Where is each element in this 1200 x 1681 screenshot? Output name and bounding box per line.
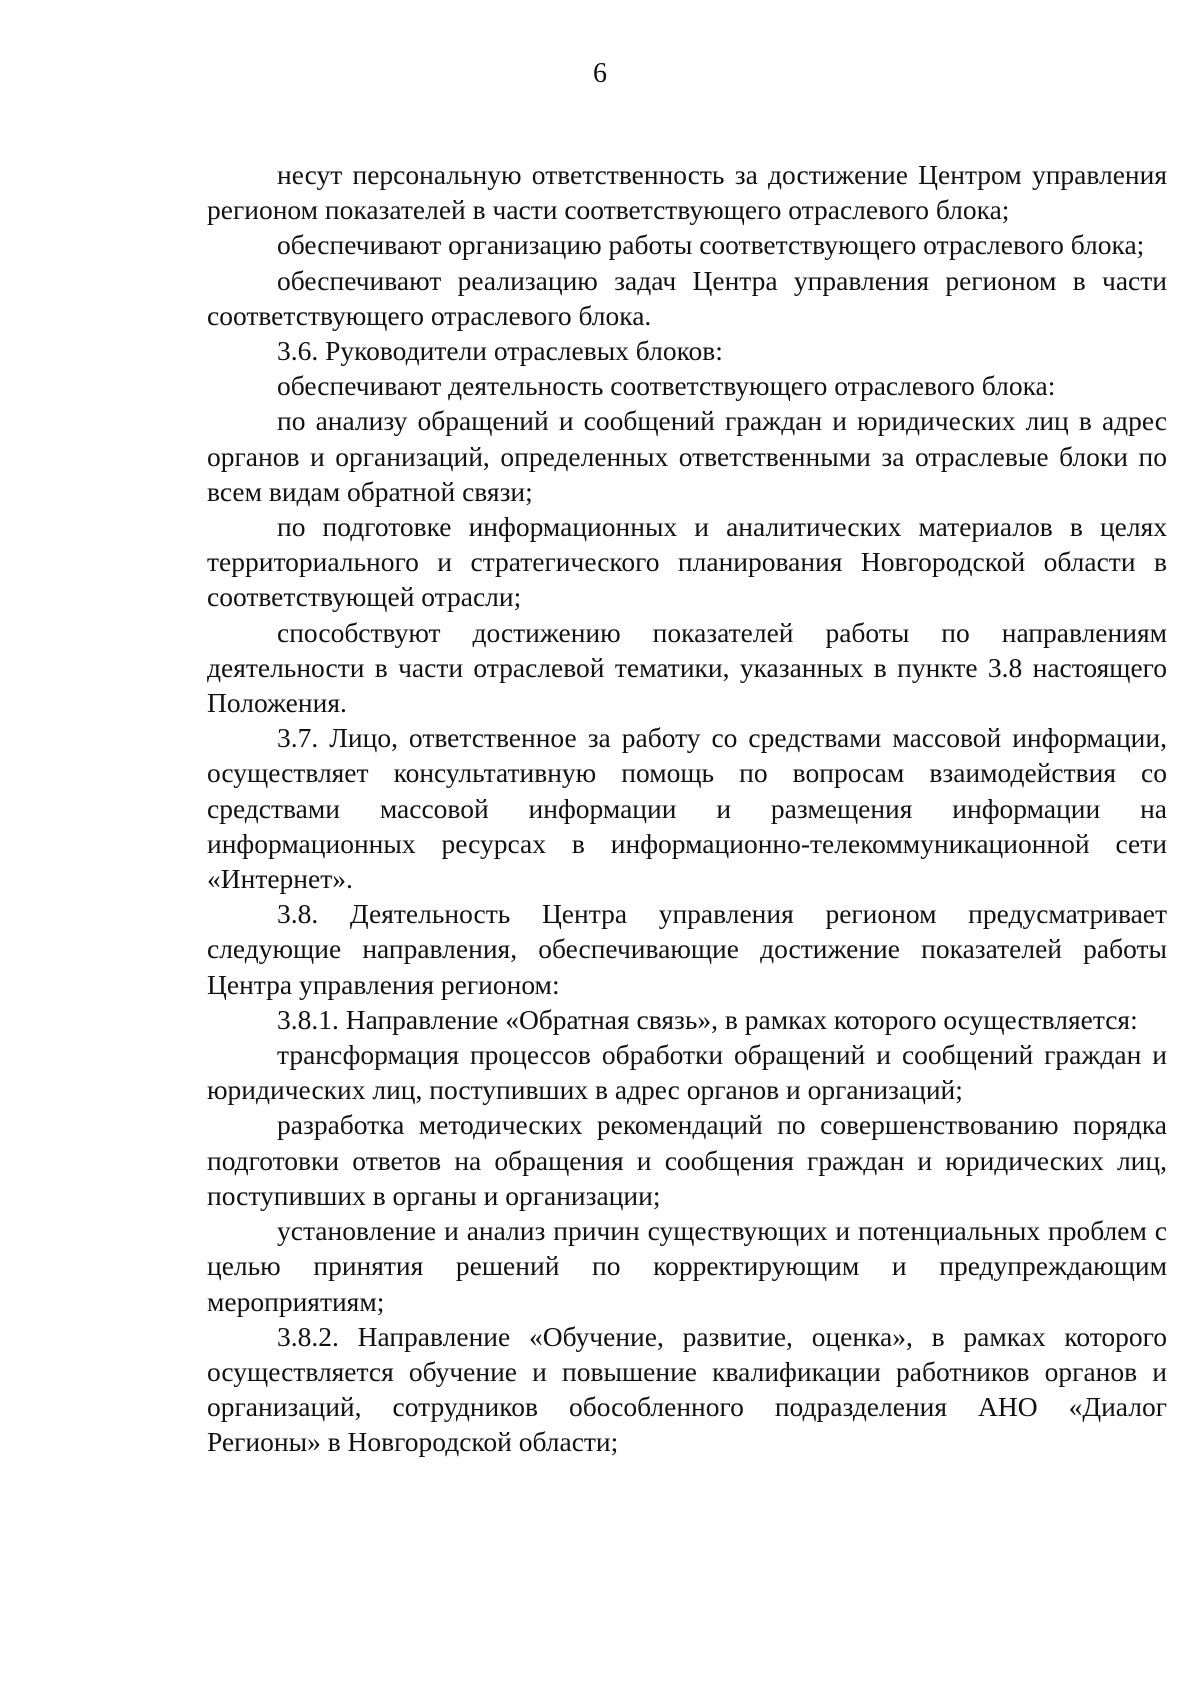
paragraph-indicators: способствуют достижению показателей работы по направлениям деятельности в части отраслевой тематики, указанных в пункте 3.8 настоящего Положения. [207,616,1167,719]
paragraph-3-8-1-feedback: 3.8.1. Направление «Обратная связь», в рамках которого осуществляется: [277,1003,1138,1035]
paragraph-responsibility: несут персональную ответственность за достижение Центром управления регионом показателей в части соответствующего отраслевого блока; [207,159,1167,226]
paragraph-implementation: обеспечивают реализацию задач Центра управления регионом в части соответствующего отраслевого блока. [207,264,1167,331]
paragraph-3-8-2-training: 3.8.2. Направление «Обучение, развитие, оценка», в рамках которого осуществляется обучение и повышение квалификации работников органов и организаций, сотрудников обособленного подразделения АНО «Диалог Регионы» в Новгородской области; [207,1320,1167,1458]
paragraph-materials-preparation: по подготовке информационных и аналитических материалов в целях территориального и стратегического планирования Новгородской области в соответствующей отрасли; [207,511,1167,613]
paragraph-3-7-media: 3.7. Лицо, ответственное за работу со средствами массовой информации, осуществляет консультативную помощь по вопросам взаимодействия со средствами массовой информации и размещения информации на информационных ресурсах в информационно-телекоммуникационной сети «Интернет». [207,722,1167,895]
paragraph-problem-analysis: установление и анализ причин существующих и потенциальных проблем с целью принятия решений по корректирующим и предупреждающим мероприятиям; [207,1215,1167,1317]
paragraph-organization: обеспечивают организацию работы соответствующего отраслевого блока; [277,229,1145,261]
document-body [207,157,1167,1460]
paragraph-block-activity: обеспечивают деятельность соответствующего отраслевого блока: [277,370,1056,402]
paragraph-appeals-analysis: по анализу обращений и сообщений граждан и юридических лиц в адрес органов и организаций, определенных ответственными за отраслевые блоки по всем видам обратной связи; [207,405,1167,507]
paragraph-3-8-directions: 3.8. Деятельность Центра управления регионом предусматривает следующие направления, обеспечивающие достижение показателей работы Центра управления регионом: [207,898,1167,1000]
paragraph-methodical-recommendations: разработка методических рекомендаций по совершенствованию порядка подготовки ответов на обращения и сообщения граждан и юридических лиц, поступивших в органы и организации; [207,1109,1167,1211]
paragraph-3-6-heading: 3.6. Руководители отраслевых блоков: [277,335,723,367]
paragraph-process-transformation: трансформация процессов обработки обращений и сообщений граждан и юридических лиц, поступивших в адрес органов и организаций; [207,1039,1167,1106]
page-number: 6 [593,58,607,89]
